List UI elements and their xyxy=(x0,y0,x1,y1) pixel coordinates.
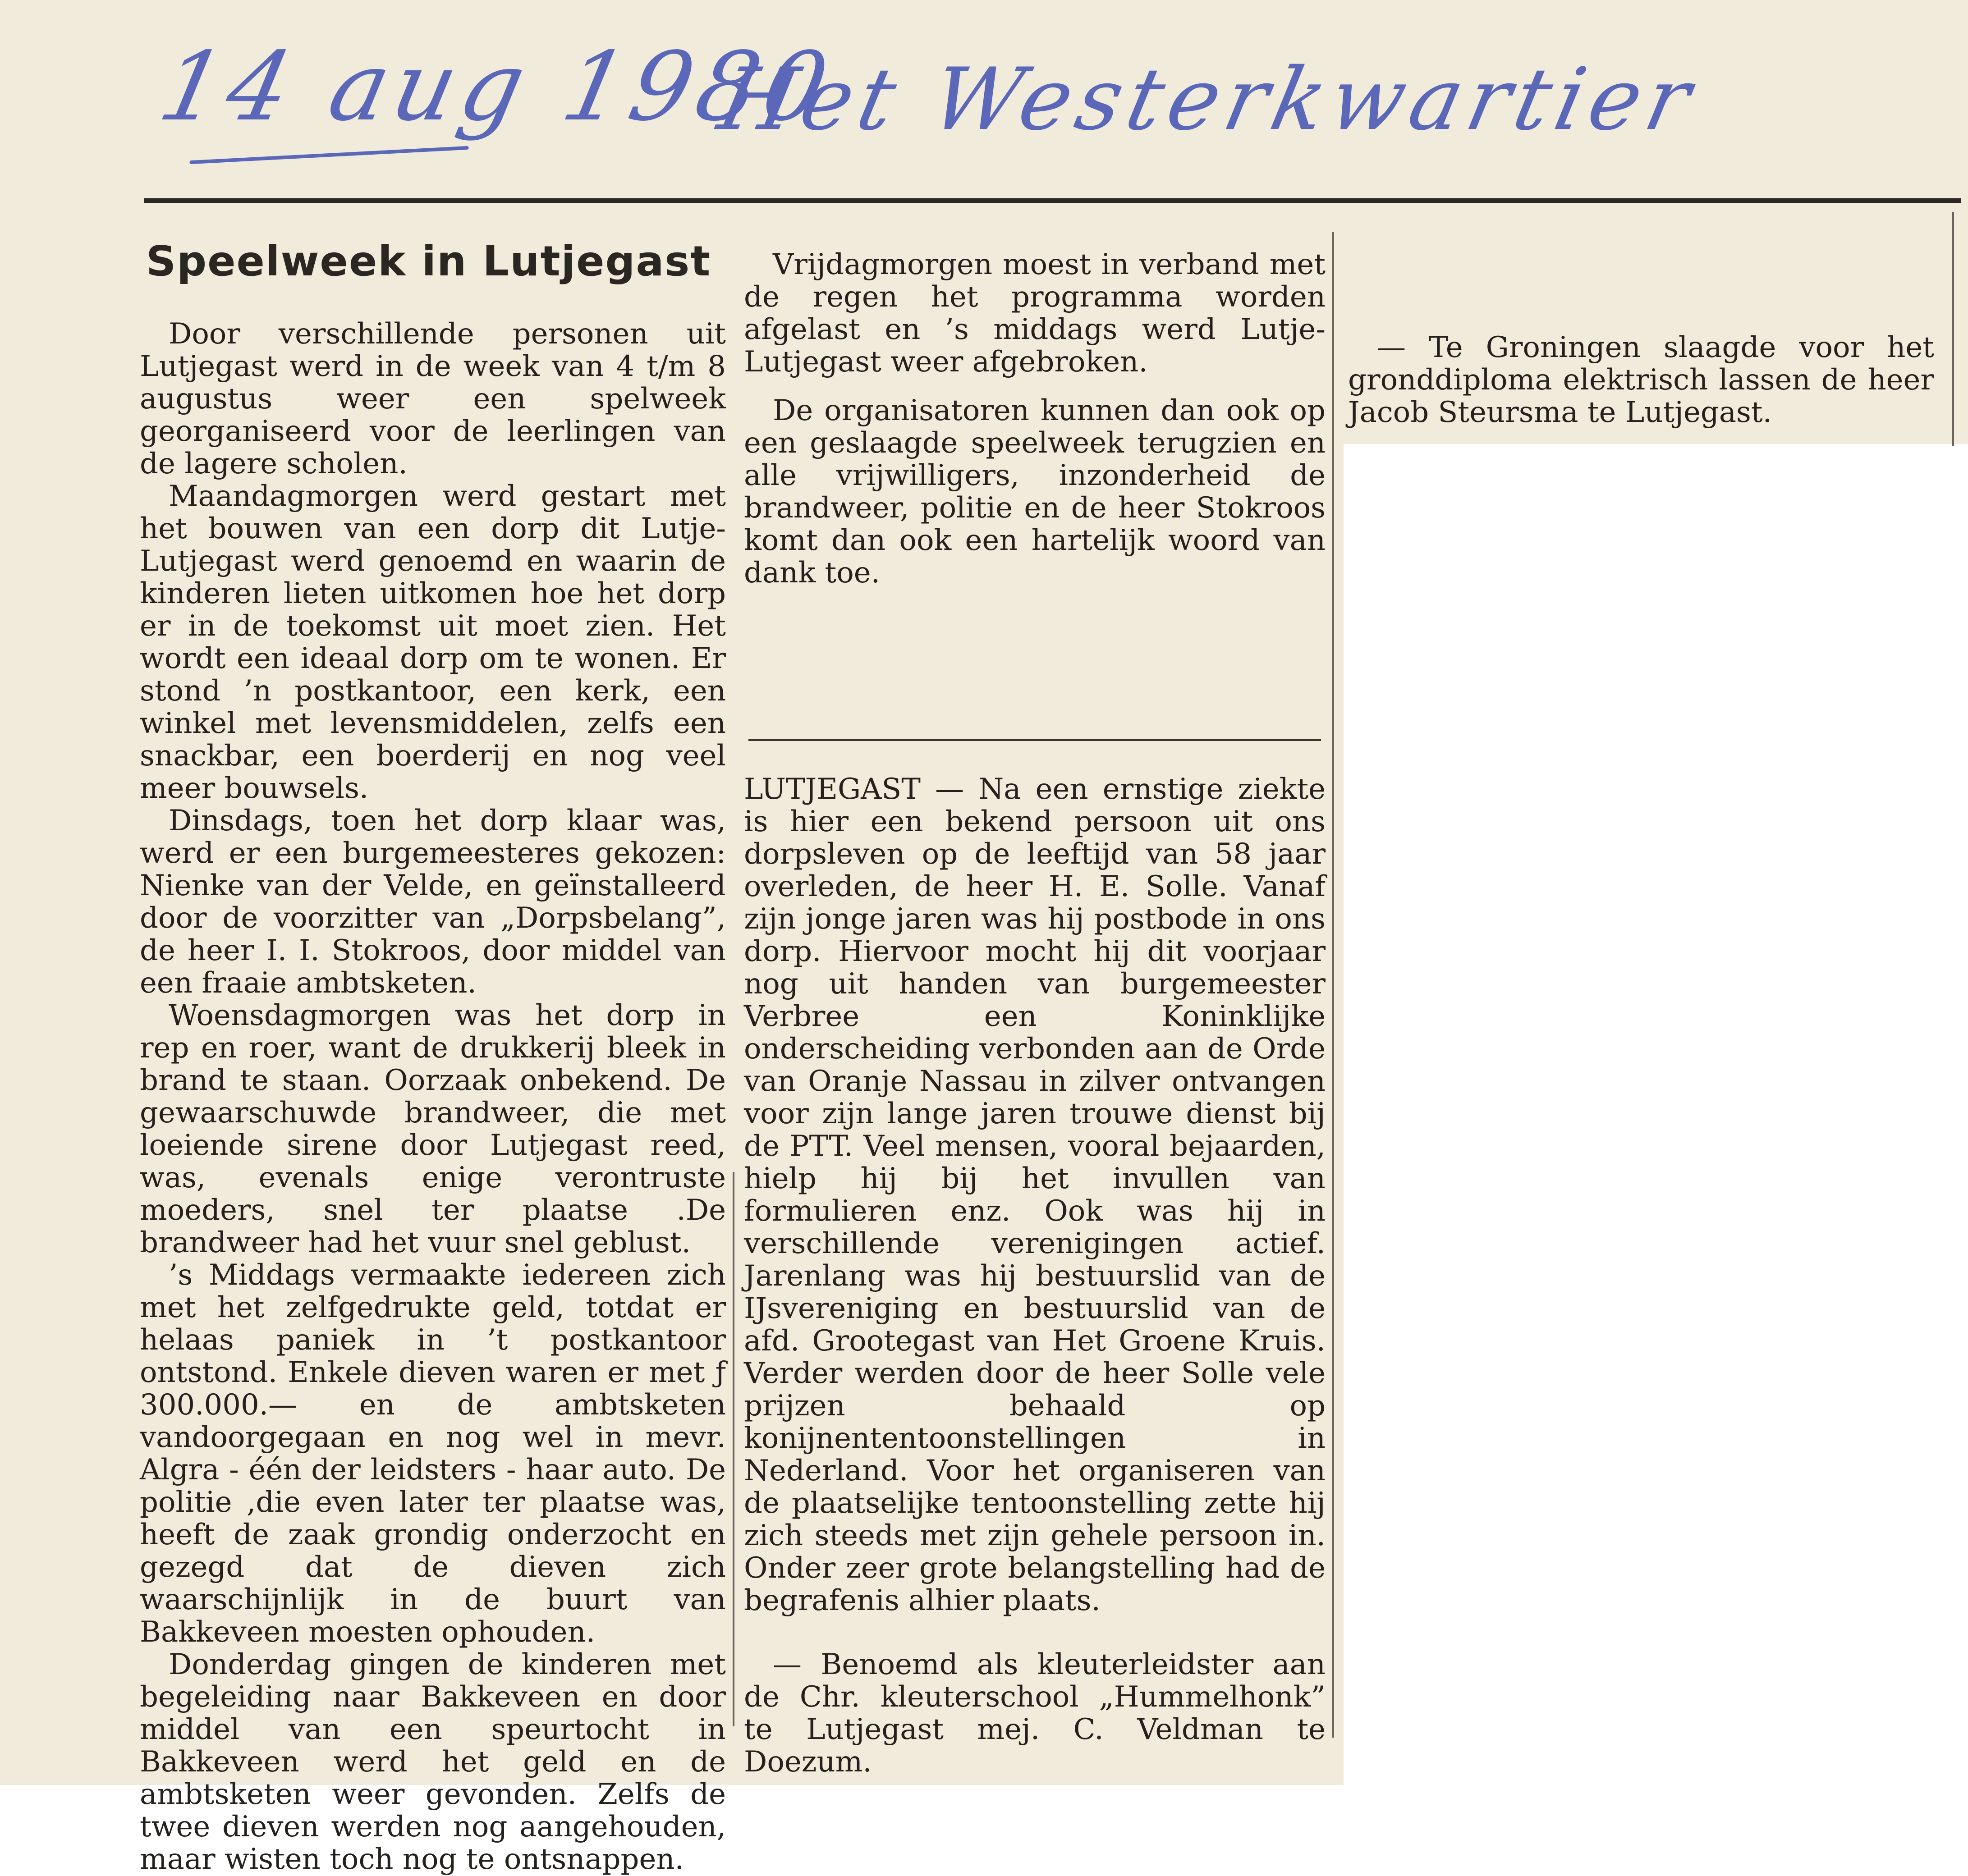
article-headline: Speelweek in Lutjegast xyxy=(146,237,711,285)
article-paragraph: — Te Groningen slaagde voor het gronddiploma elektrisch lassen de heer Jacob Steursma te Lutjegast. xyxy=(1348,331,1934,429)
handwritten-date: 14 aug 1980 xyxy=(150,32,844,142)
column-divider xyxy=(1332,232,1334,1738)
column-divider xyxy=(733,1172,734,1726)
article-separator xyxy=(748,739,1321,741)
article-paragraph: — Benoemd als kleuterleidster aan de Chr. kleuterschool „Hummelhonk” te Lutjegast mej. C. Veldman te Doezum. xyxy=(744,1648,1326,1779)
column-1 xyxy=(140,232,726,1876)
article-paragraph: Door verschillende personen uit Lutjegast werd in de week van 4 t/m 8 augustus weer een spelweek georganiseerd voor de leerlingen van de lagere scholen. xyxy=(140,317,726,480)
article-paragraph: Dinsdags, toen het dorp klaar was, werd er een burgemeesteres gekozen: Nienke van der Velde, en geïnstalleerd door de voorzitter van „Dorpsbelang”, de heer I. I. Stokroos, door middel van een fraaie ambtsketen. xyxy=(140,804,726,1000)
article-paragraph: Donderdag gingen de kinderen met begeleiding naar Bakkeveen en door middel van een speurtocht in Bakkeveen werd het geld en de ambtsketen weer gevonden. Zelfs de twee dieven werden nog aangehouden, maar wisten toch nog te ontsnappen. xyxy=(140,1648,726,1876)
article-paragraph: ’s Middags vermaakte iedereen zich met het zelfgedrukte geld, totdat er helaas paniek in ’t postkantoor ontstond. Enkele dieven waren er met ƒ 300.000.— en de ambtsketen vandoorgegaan en nog wel in mevr. Algra - één der leidsters - haar auto. De politie ,die even later ter plaatse was, heeft de zaak grondig onderzocht en gezegd dat de dieven zich waarschijnlijk in de buurt van Bakkeveen moesten ophouden. xyxy=(140,1258,726,1649)
handwritten-newspaper-name: Het Westerkwartier xyxy=(711,50,1705,149)
article-paragraph: Woensdagmorgen was het dorp in rep en roer, want de drukkerij bleek in brand te staan. Oorzaak onbekend. De gewaarschuwde brandweer, die met loeiende sirene door Lutjegast reed, was, evenals enige verontruste moeders, snel ter plaatse .De brandweer had het vuur snel geblust. xyxy=(140,999,726,1259)
article-paragraph: LUTJEGAST — Na een ernstige ziekte is hier een bekend persoon uit ons dorpsleven op de leeftijd van 58 jaar overleden, de heer H. E. Solle. Vanaf zijn jonge jaren was hij postbode in ons dorp. Hiervoor mocht hij dit voorjaar nog uit handen van burgemeester Verbree een Koninklijke onderscheiding verbonden aan de Orde van Oranje Nassau in zilver ontvangen voor zijn lange jaren trouwe dienst bij de PTT. Veel mensen, vooral bejaarden, hielp hij bij het invullen van formulieren enz. Ook was hij in verschillende verenigingen actief. Jarenlang was hij bestuurslid van de IJsvereniging en bestuurslid van de afd. Grootegast van Het Groene Kruis. Verder werden door de heer Solle vele prijzen behaald op konijnententoonstellingen in Nederland. Voor het organiseren van de plaatselijke tentoonstelling zette hij zich steeds met zijn gehele persoon in. Onder zeer grote belangstelling had de begrafenis alhier plaats. xyxy=(744,773,1326,1617)
column-divider xyxy=(1952,212,1954,446)
clipping-cutout xyxy=(1344,444,1968,1792)
column-3 xyxy=(1348,232,1934,429)
column-2-lower xyxy=(744,773,1326,1778)
article-paragraph: Vrijdagmorgen moest in verband met de regen het programma worden afgelast en ’s middags werd Lutje-Lutjegast weer afgebroken. xyxy=(744,248,1326,379)
article-paragraph: De organisatoren kunnen dan ook op een geslaagde speelweek terugzien en alle vrijwilligers, inzonderheid de brandweer, politie en de heer Stokroos komt dan ook een hartelijk woord van dank toe. xyxy=(744,394,1326,590)
column-2 xyxy=(744,232,1326,589)
article-paragraph: Maandagmorgen werd gestart met het bouwen van een dorp dit Lutje-Lutjegast werd genoemd en waarin de kinderen lieten uitkomen hoe het dorp er in de toekomst uit moet zien. Het wordt een ideaal dorp om te wonen. Er stond ’n postkantoor, een kerk, een winkel met levensmiddelen, zelfs een snackbar, een boerderij en nog veel meer bouwsels. xyxy=(140,480,726,805)
top-rule xyxy=(144,198,1961,203)
